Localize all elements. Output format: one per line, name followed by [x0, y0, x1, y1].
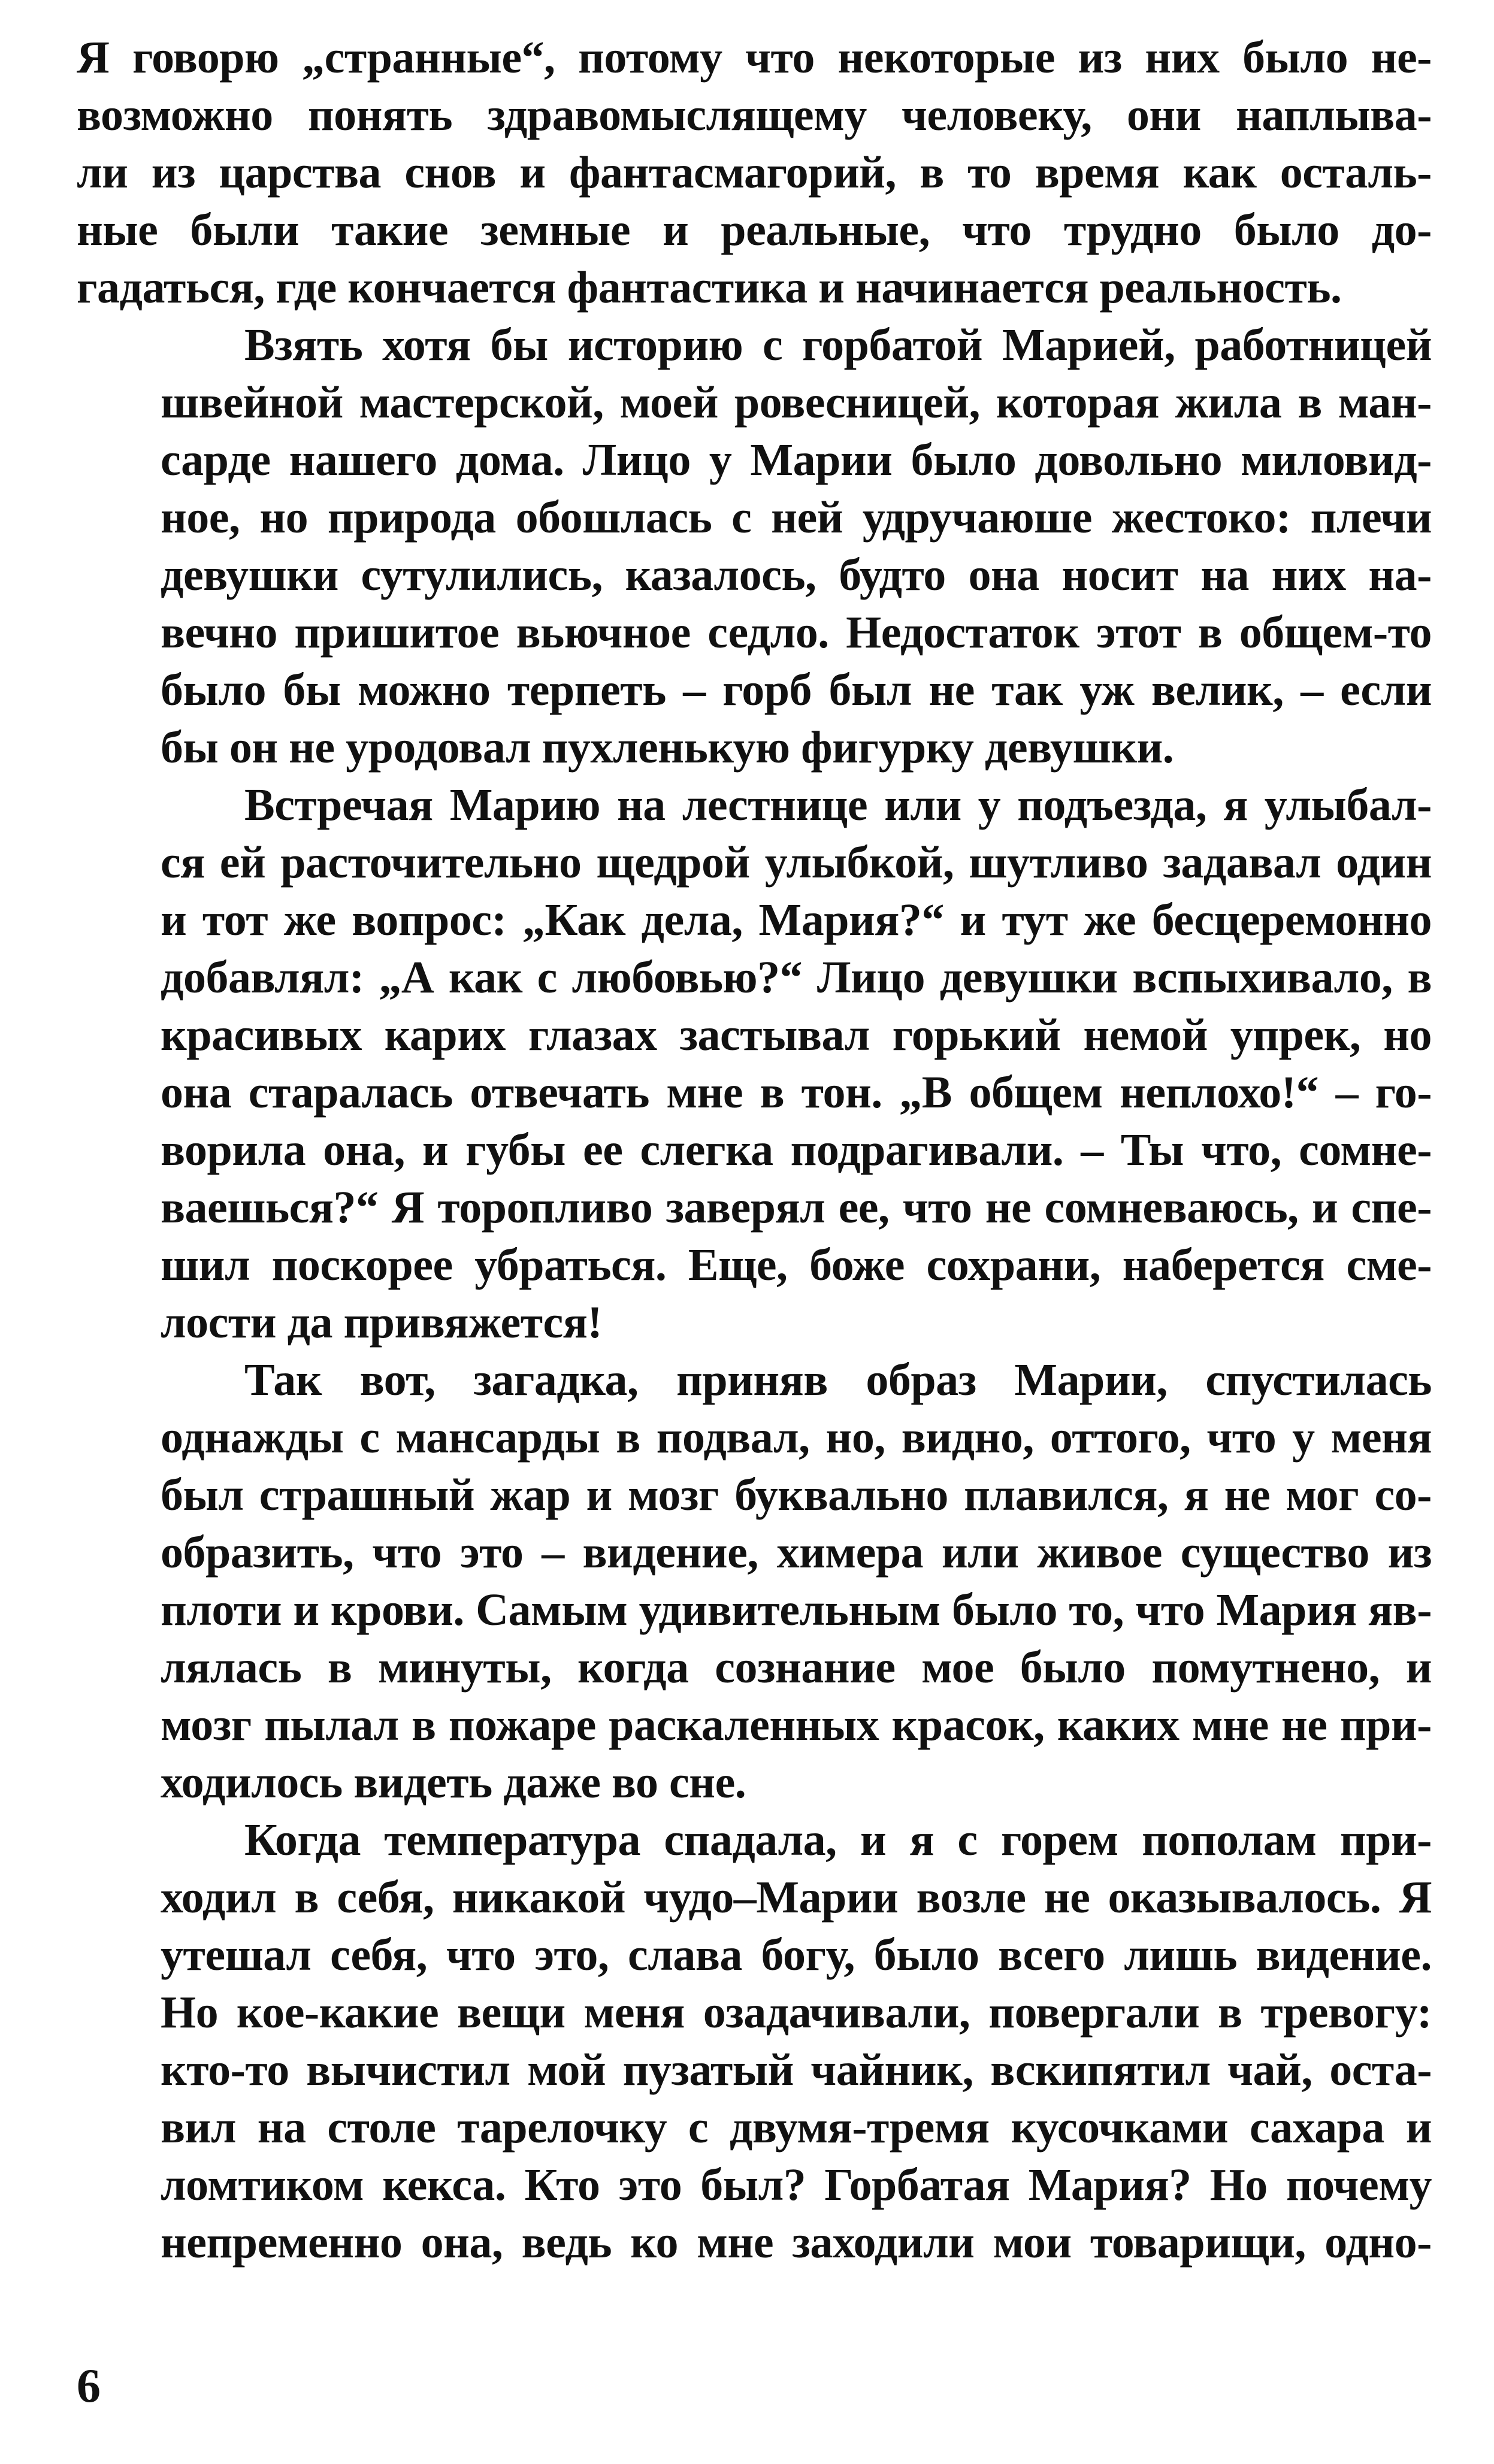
text-line: вил на столе тарелочку с двумя-тремя кусочками сахара и — [161, 2102, 1432, 2153]
text-line: ворила она, и губы ее слегка подрагивали. – Ты что, сомне- — [161, 1125, 1432, 1175]
paragraph — [77, 316, 1432, 776]
text-line: бы он не уродовал пухленькую фигурку девушки. — [161, 722, 1174, 773]
text-line: ходилось видеть даже во сне. — [161, 1757, 746, 1808]
text-line: гадаться, где кончается фантастика и начинается реальность. — [77, 262, 1342, 313]
text-line: она старалась отвечать мне в тон. „В общем неплохо!“ – го- — [161, 1067, 1432, 1118]
text-line: мозг пылал в пожаре раскаленных красок, каких мне не при- — [161, 1700, 1432, 1750]
text-line: возможно понять здравомыслящему человеку, они наплыва- — [77, 90, 1432, 140]
text-line: Встречая Марию на лестнице или у подъезда, я улыбал- — [244, 780, 1432, 830]
paragraph — [77, 1811, 1432, 2271]
text-line: добавлял: „А как с любовью?“ Лицо девушки вспыхивало, в — [161, 952, 1432, 1003]
text-line: красивых карих глазах застывал горький немой упрек, но — [161, 1010, 1432, 1060]
text-line: непременно она, ведь ко мне заходили мои товарищи, одно- — [161, 2217, 1432, 2268]
text-line: швейной мастерской, моей ровесницей, которая жила в ман- — [161, 377, 1432, 428]
text-line: однажды с мансарды в подвал, но, видно, оттого, что у меня — [161, 1412, 1432, 1463]
text-line: сарде нашего дома. Лицо у Марии было довольно миловид- — [161, 435, 1432, 485]
text-line: Взять хотя бы историю с горбатой Марией, работницей — [244, 320, 1432, 370]
text-line: кто-то вычистил мой пузатый чайник, вскипятил чай, оста- — [161, 2045, 1432, 2095]
text-line: было бы можно терпеть – горб был не так уж велик, – если — [161, 665, 1432, 715]
text-line: плоти и крови. Самым удивительным было то, что Мария яв- — [161, 1585, 1432, 1635]
body-text — [77, 29, 1432, 2271]
text-line: образить, что это – видение, химера или живое существо из — [161, 1527, 1432, 1578]
text-line: Я говорю „странные“, потому что некоторые из них было не- — [77, 32, 1432, 83]
text-line: и тот же вопрос: „Как дела, Мария?“ и тут же бесцеремонно — [161, 895, 1432, 945]
text-line: лости да привяжется! — [161, 1297, 603, 1348]
text-line: Но кое-какие вещи меня озадачивали, повергали в тревогу: — [161, 1987, 1432, 2038]
text-line: ваешься?“ Я торопливо заверял ее, что не сомневаюсь, и спе- — [161, 1182, 1432, 1233]
text-line: ные были такие земные и реальные, что трудно было до- — [77, 205, 1432, 255]
text-line: ли из царства снов и фантасмагорий, в то время как осталь- — [77, 147, 1432, 198]
text-line: ломтиком кекса. Кто это был? Горбатая Мария? Но почему — [161, 2160, 1432, 2210]
text-line: ходил в себя, никакой чудо–Марии возле не оказывалось. Я — [161, 1872, 1432, 1923]
text-line: был страшный жар и мозг буквально плавился, я не мог со- — [161, 1470, 1432, 1520]
text-line: девушки сутулились, казалось, будто она носит на них на- — [161, 550, 1432, 600]
text-line: утешал себя, что это, слава богу, было всего лишь видение. — [161, 1930, 1432, 1980]
text-line: Когда температура спадала, и я с горем пополам при- — [244, 1815, 1432, 1865]
text-line: ся ей расточительно щедрой улыбкой, шутливо задавал один — [161, 837, 1432, 888]
text-line: Так вот, загадка, приняв образ Марии, спустилась — [244, 1355, 1432, 1405]
text-line: вечно пришитое вьючное седло. Недостаток этот в общем-то — [161, 607, 1432, 658]
paragraph — [77, 776, 1432, 1351]
text-line: шил поскорее убраться. Еще, боже сохрани, наберется сме- — [161, 1240, 1432, 1290]
paragraph — [77, 29, 1432, 316]
paragraph — [77, 1351, 1432, 1811]
text-line: ное, но природа обошлась с ней удручаюше жестоко: плечи — [161, 492, 1432, 543]
page-number: 6 — [77, 2360, 101, 2412]
text-line: лялась в минуты, когда сознание мое было помутнено, и — [161, 1642, 1432, 1693]
